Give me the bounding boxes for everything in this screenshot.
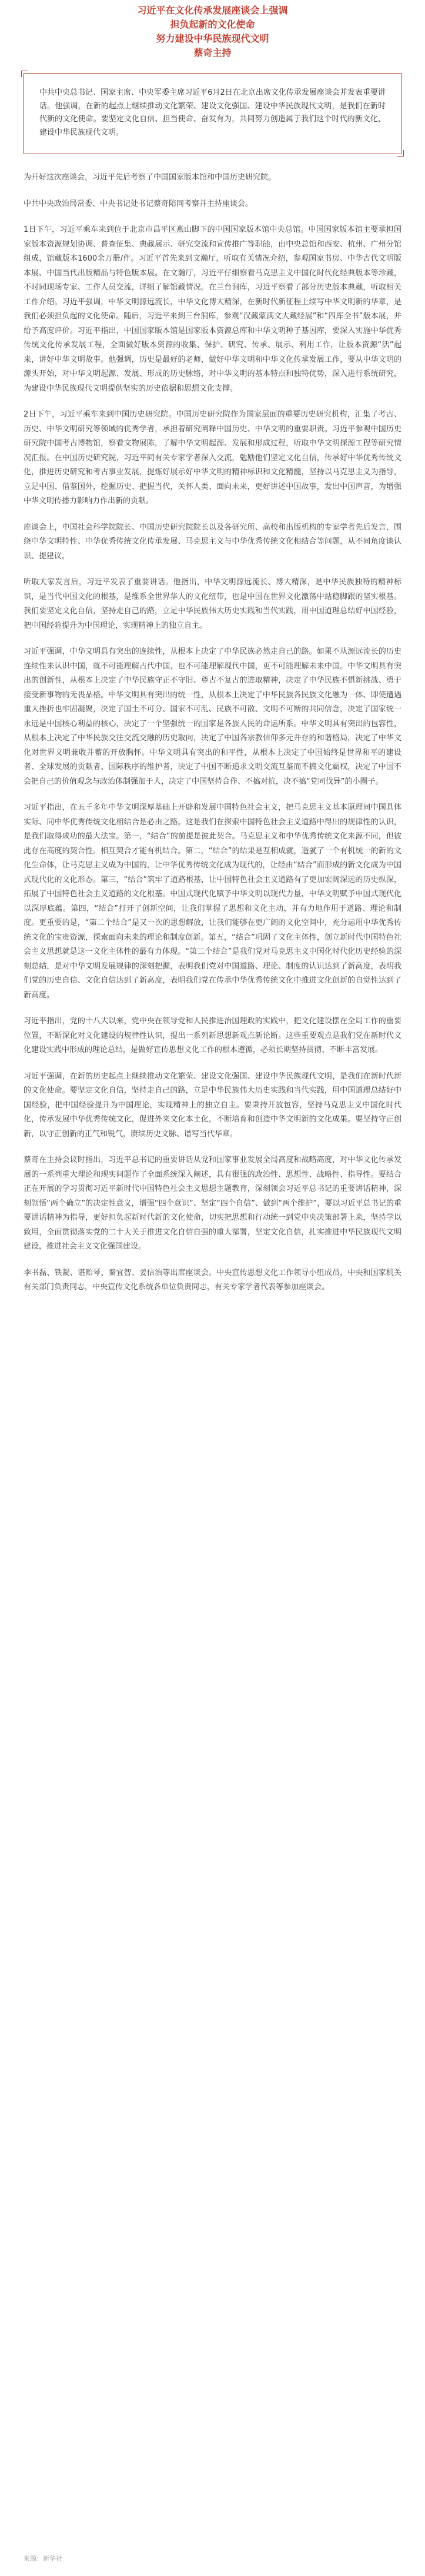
paragraph: 蔡奇在主持会议时指出，习近平总书记的重要讲话从党和国家事业发展全局高度和战略高度，对中华文化传承发展的一系列重大理论和现实问题作了全面系统深入阐述，具有很强的政治性、思想性、战略性、指导性。要结合正在开展的学习贯彻习近平新时代中国特色社会主义思想主题教育，深刻领会习近平总书记的重要讲话精神，深刻领悟“两个确立”的决定性意义，增强“四个意识”、坚定“四个自信”、做到“两个维护”，要以习近平总书记的重要讲话精神为指导，更好担负起新时代新的文化使命，切实把思想和行动统一到党中央决策部署上来，坚持学以致用，全面贯彻落实党的二十大关于推进文化自信自强的重大部署，坚定文化自信，扎实推进中华民族现代文明建设，推进社会主义文化强国建设。 <box>24 1156 401 1251</box>
summary-box <box>24 73 401 154</box>
paragraph: 1日下午，习近平乘车来到位于北京市昌平区燕山脚下的中国国家版本馆中央总馆。中国国家版本馆主要承担国家版本资源规划协调、普查征集、典藏展示、研究交流和宣传推广等职能，由中央总馆和西安、杭州、广州分馆组成，馆藏版本1600余万册/件。习近平首先来到文瀚厅，听取有关情况介绍，参观国家书房、中华古代文明版本展、中国当代出版精品与特色版本展。在文瀚厅，习近平仔细察看马克思主义中国化时代化经典版本等珍藏，不时同现场专家、工作人员交流，详细了解馆藏情况。在兰台洞库，习近平察看了部分历史版本典藏，听取相关工作介绍。习近平强调，中华文明源远流长，中华文化博大精深，在新时代新征程上续写中华文明新的华章，是我们必须担负起的文化使命。随后，习近平来到三台洞库，参观“汉藏蒙满文大藏经展”和“四库全书”版本展，并给予高度评价。习近平指出，中国国家版本馆是国家版本资源总库和中华文明种子基因库，要深入实施中华优秀传统文化传承发展工程，全面做好版本资源的收集、保护、研究、传承、展示、利用工作，让版本资源“活”起来，讲好中华文明故事。他强调，历史是最好的老师，做好中华文明和中华文化传承发展工作，要从中华文明的源头开始，对中华文明起源、发展、形成的历史脉络，对中华文明的基本特点和独特优势，深入进行系统研究，为建设中华民族现代文明提供坚实的历史依据和思想文化支撑。 <box>24 225 401 393</box>
paragraph: 座谈会上，中国社会科学院院长、中国历史研究院院长以及各研究所、高校和出版机构的专家学者先后发言，围绕中华文明特性、中华优秀传统文化传承发展、马克思主义与中华优秀传统文化相结合等问题，从不同角度谈认识、提建议。 <box>24 522 401 561</box>
headline-line-3: 努力建设中华民族现代文明 <box>156 33 269 44</box>
paragraph: 习近平指出，党的十八大以来，党中央在领导党和人民推进治国理政的实践中，把文化建设摆在全局工作的重要位置，不断深化对文化建设的规律性认识，提出一系列新思想新观点新论断。这些重要观点是我们党在新时代文化建设实践中形成的理论总结，是做好宣传思想文化工作的根本遵循，必须长期坚持贯彻、不断丰富发展。 <box>24 1017 401 1054</box>
summary-text: 中共中央总书记、国家主席、中央军委主席习近平6月2日在北京出席文化传承发展座谈会并发表重要讲话。他强调，在新的起点上继续推动文化繁荣、建设文化强国、建设中华民族现代文明，是我们在新时代新的文化使命。要坚定文化自信、担当使命、奋发有为，共同努力创造属于我们这个时代的新文化，建设中华民族现代文明。 <box>39 88 386 137</box>
paragraph: 听取大家发言后，习近平发表了重要讲话。他指出，中华文明源远流长、博大精深，是中华民族独特的精神标识，是当代中国文化的根基，是维系全世界华人的文化纽带，也是中国在世界文化激荡中站稳脚跟的坚实根基。我们要坚定文化自信，坚持走自己的路，立足中华民族伟大历史实践和当代实践，用中国道理总结好中国经验，把中国经验提升为中国理论，实现精神上的独立自主。 <box>24 578 401 630</box>
paragraph: 习近平强调，中华文明具有突出的连续性，从根本上决定了中华民族必然走自己的路。如果不从源远流长的历史连续性来认识中国，就不可能理解古代中国，也不可能理解现代中国，更不可能理解未来中国。中华文明具有突出的创新性，从根本上决定了中华民族守正不守旧、尊古不复古的进取精神，决定了中华民族不惧新挑战、勇于接受新事物的无畏品格。中华文明具有突出的统一性，从根本上决定了中华民族各民族文化融为一体、即使遭遇重大挫折也牢固凝聚，决定了国土不可分、国家不可乱、民族不可散、文明不可断的共同信念，决定了国家统一永远是中国核心利益的核心，决定了一个坚强统一的国家是各族人民的命运所系。中华文明具有突出的包容性，从根本上决定了中华民族交往交流交融的历史取向，决定了中国各宗教信仰多元并存的和谐格局，决定了中华文化对世界文明兼收并蓄的开放胸怀。中华文明具有突出的和平性，从根本上决定了中国始终是世界和平的建设者、全球发展的贡献者、国际秩序的维护者，决定了中国不断追求文明交流互鉴而不搞文化霸权，决定了中国不会把自己的价值观念与政治体制强加于人，决定了中国坚持合作、不搞对抗，决不搞“党同伐异”的小圈子。 <box>24 647 401 786</box>
paragraph: 为开好这次座谈会，习近平先后考察了中国国家版本馆和中国历史研究院。 <box>24 173 276 182</box>
paragraph: 习近平指出，在五千多年中华文明深厚基础上开辟和发展中国特色社会主义，把马克思主义基本原理同中国具体实际、同中华优秀传统文化相结合是必由之路。这是我们在探索中国特色社会主义道路中得出的规律性的认识，是我们取得成功的最大法宝。第一，“结合”的前提是彼此契合。马克思主义和中华优秀传统文化来源不同，但彼此存在高度的契合性。相互契合才能有机结合。第二，“结合”的结果是互相成就，造就了一个有机统一的新的文化生命体，让马克思主义成为中国的，让中华优秀传统文化成为现代的，让经由“结合”而形成的新文化成为中国式现代化的文化形态。第三，“结合”筑牢了道路根基，让中国特色社会主义道路有了更加宏阔深远的历史纵深，拓展了中国特色社会主义道路的文化根基。中国式现代化赋予中华文明以现代力量，中华文明赋予中国式现代化以深厚底蕴。第四，“结合”打开了创新空间，让我们掌握了思想和文化主动，并有力地作用于道路、理论和制度。更重要的是，“第二个结合”是又一次的思想解放，让我们能够在更广阔的文化空间中，充分运用中华优秀传统文化的宝贵资源，探索面向未来的理论和制度创新。第五，“结合”巩固了文化主体性，创立新时代中国特色社会主义思想就是这一文化主体性的最有力体现。“第二个结合”是我们党对马克思主义中国化时代化历史经验的深刻总结，是对中华文明发展规律的深刻把握，表明我们党对中国道路、理论、制度的认识达到了新高度，表明我们党的历史自信、文化自信达到了新高度，表明我们党在传承中华优秀传统文化中推进文化创新的自觉性达到了新高度。 <box>24 803 401 1000</box>
headline-line-4: 蔡奇主持 <box>193 47 232 58</box>
paragraph: 李书磊、铁凝、谌贻琴、秦宜智、姜信治等出席座谈会。中央宣传思想文化工作领导小组成员，中央和国家机关有关部门负责同志，中央宣传文化系统各单位负责同志，有关专家学者代表等参加座谈会。 <box>24 1268 401 1292</box>
headline-line-1: 习近平在文化传承发展座谈会上强调 <box>137 5 288 16</box>
article-headline <box>24 0 401 60</box>
paragraph: 2日下午，习近平乘车来到中国历史研究院。中国历史研究院作为国家层面的重要历史研究机构，汇集了考古、历史、中华文明研究等领域的优秀学者，承担着研究阐释中国历史、中华文明的重要职责。习近平参观中国历史研究院中国考古博物馆，察看文物展陈，了解中华文明起源、发展和形成过程，听取中华文明探源工程等研究情况汇报。在中国历史研究院，习近平同有关专家学者深入交流，勉励他们坚定文化自信，传承好中华优秀传统文化，推进历史研究和考古事业发展，提炼好展示好中华文明的精神标识和文化精髓，坚持以马克思主义为指导，立足中国、借鉴国外，挖掘历史、把握当代，关怀人类、面向未来，更好讲述中国故事，发出中国声音，为增强中华文明传播力影响力作出新的贡献。 <box>24 410 401 505</box>
headline-line-2: 担负起新的文化使命 <box>170 19 255 30</box>
source-credit: 来源：新华社 <box>24 2555 62 2562</box>
paragraph: 习近平强调，在新的历史起点上继续推动文化繁荣、建设文化强国、建设中华民族现代文明，是我们在新时代新的文化使命。要坚定文化自信，坚持走自己的路，立足中华民族伟大历史实践和当代实践，用中国道理总结好中国经验，把中国经验提升为中国理论，实现精神上的独立自主。要秉持开放包容，坚持马克思主义中国化时代化，传承发展中华优秀传统文化，促进外来文化本土化，不断培育和创造中华文明新的文化成果。要坚持守正创新，以守正创新的正气和锐气，赓续历史文脉、谱写当代华章。 <box>24 1071 401 1139</box>
article-body <box>24 171 401 1295</box>
paragraph: 中共中央政治局常委、中央书记处书记蔡奇陪同考察并主持座谈会。 <box>24 199 253 208</box>
